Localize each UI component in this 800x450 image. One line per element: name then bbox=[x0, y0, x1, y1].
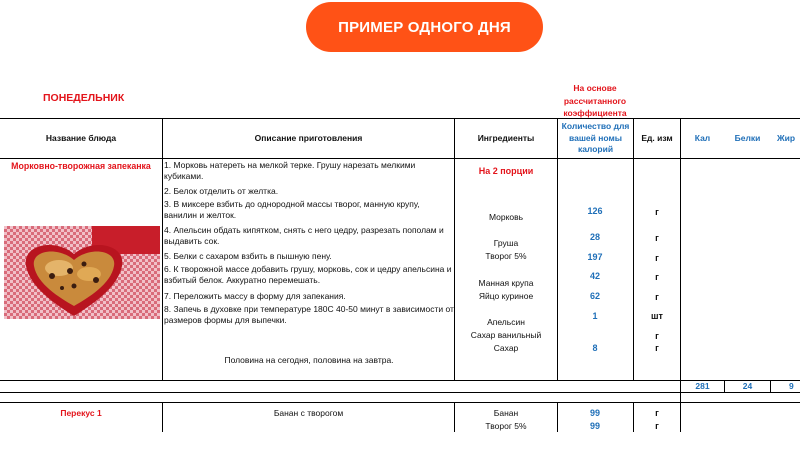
recipe-step: 2. Белок отделить от желтка. bbox=[164, 186, 279, 196]
ingredient-qty: 1 bbox=[592, 311, 598, 321]
ingredient-name: Творог 5% bbox=[485, 251, 527, 261]
recipe-step: 7. Переложить массу в форму для запекания. bbox=[164, 291, 346, 301]
col-protein-header: Белки bbox=[734, 133, 761, 144]
col-fat-header: Жир bbox=[777, 133, 796, 144]
total-protein: 24 bbox=[742, 381, 753, 391]
snack-name: Перекус 1 bbox=[60, 408, 102, 418]
ingredient-qty: 28 bbox=[589, 232, 600, 242]
ingredient-name: Творог 5% bbox=[485, 421, 527, 431]
ingredient-unit: г bbox=[655, 272, 659, 282]
col-dish-header: Название блюда bbox=[45, 133, 117, 144]
ingredient-qty: 99 bbox=[589, 408, 600, 418]
recipe-step: 1. Морковь натереть на мелкой терке. Грушу нарезать мелкими кубиками. bbox=[164, 160, 416, 181]
ingredient-name: Апельсин bbox=[487, 317, 525, 327]
day-example-button[interactable]: ПРИМЕР ОДНОГО ДНЯ bbox=[306, 2, 543, 52]
ingredient-qty: 42 bbox=[589, 271, 600, 281]
col-ingredients-header: Ингредиенты bbox=[477, 133, 535, 144]
day-label: ПОНЕДЕЛЬНИК bbox=[43, 92, 125, 104]
ingredient-name: Манная крупа bbox=[478, 278, 534, 288]
ingredient-name: Груша bbox=[493, 238, 519, 248]
ingredient-unit: г bbox=[655, 421, 659, 431]
total-kcal: 281 bbox=[695, 381, 710, 391]
ingredient-name: Яйцо куриное bbox=[478, 291, 534, 301]
ingredient-unit: г bbox=[655, 233, 659, 243]
col-kcal-header: Кал bbox=[694, 133, 711, 144]
ingredient-name: Сахар ванильный bbox=[470, 330, 542, 340]
ingredient-unit: г bbox=[655, 292, 659, 302]
ingredient-name: Морковь bbox=[488, 212, 524, 222]
ingredient-unit: г bbox=[655, 207, 659, 217]
ingredient-unit: г bbox=[655, 253, 659, 263]
ingredient-unit: г bbox=[655, 331, 659, 341]
ingredient-unit: шт bbox=[651, 311, 663, 321]
total-fat: 9 bbox=[789, 381, 794, 391]
recipe-step: 8. Запечь в духовке при температуре 180С 40-50 минут в зависимости от размеров формы для выпечки. bbox=[164, 304, 454, 325]
recipe-step: 5. Белки с сахаром взбить в пышную пену. bbox=[164, 251, 332, 261]
ingredient-qty: 99 bbox=[589, 421, 600, 431]
ingredient-name: Сахар bbox=[493, 343, 519, 353]
recipe-step: 6. К творожной массе добавить грушу, морковь, сок и цедру апельсина и взбитый белок. Аккуратно перемешать. bbox=[164, 264, 452, 285]
dish-name: Морковно-творожная запеканка bbox=[11, 161, 151, 171]
ingredient-qty: 197 bbox=[587, 252, 603, 262]
casserole-image-icon bbox=[4, 226, 160, 319]
col-unit-header: Ед. изм bbox=[641, 133, 673, 144]
recipe-note: Половина на сегодня, половина на завтра. bbox=[224, 355, 394, 365]
basis-note: На основе рассчитанного коэффициента bbox=[563, 83, 627, 118]
ingredient-name: Банан bbox=[493, 408, 519, 418]
casserole-photo bbox=[4, 226, 160, 319]
ingredient-unit: г bbox=[655, 343, 659, 353]
col-quantity-header: Количество для вашей номы калорий bbox=[561, 121, 630, 155]
ingredient-qty: 62 bbox=[589, 291, 600, 301]
snack-description: Банан с творогом bbox=[273, 408, 344, 418]
recipe-step: 3. В миксере взбить до однородной массы творог, манную крупу, ванилин и желток. bbox=[164, 199, 420, 220]
recipe-step: 4. Апельсин обдать кипятком, снять с него цедру, разрезать пополам и выдавить сок. bbox=[164, 225, 444, 246]
ingredient-qty: 126 bbox=[587, 206, 603, 216]
portions-label: На 2 порции bbox=[478, 166, 534, 176]
ingredient-qty: 8 bbox=[592, 343, 598, 353]
col-description-header: Описание приготовления bbox=[254, 133, 363, 144]
ingredient-unit: г bbox=[655, 408, 659, 418]
